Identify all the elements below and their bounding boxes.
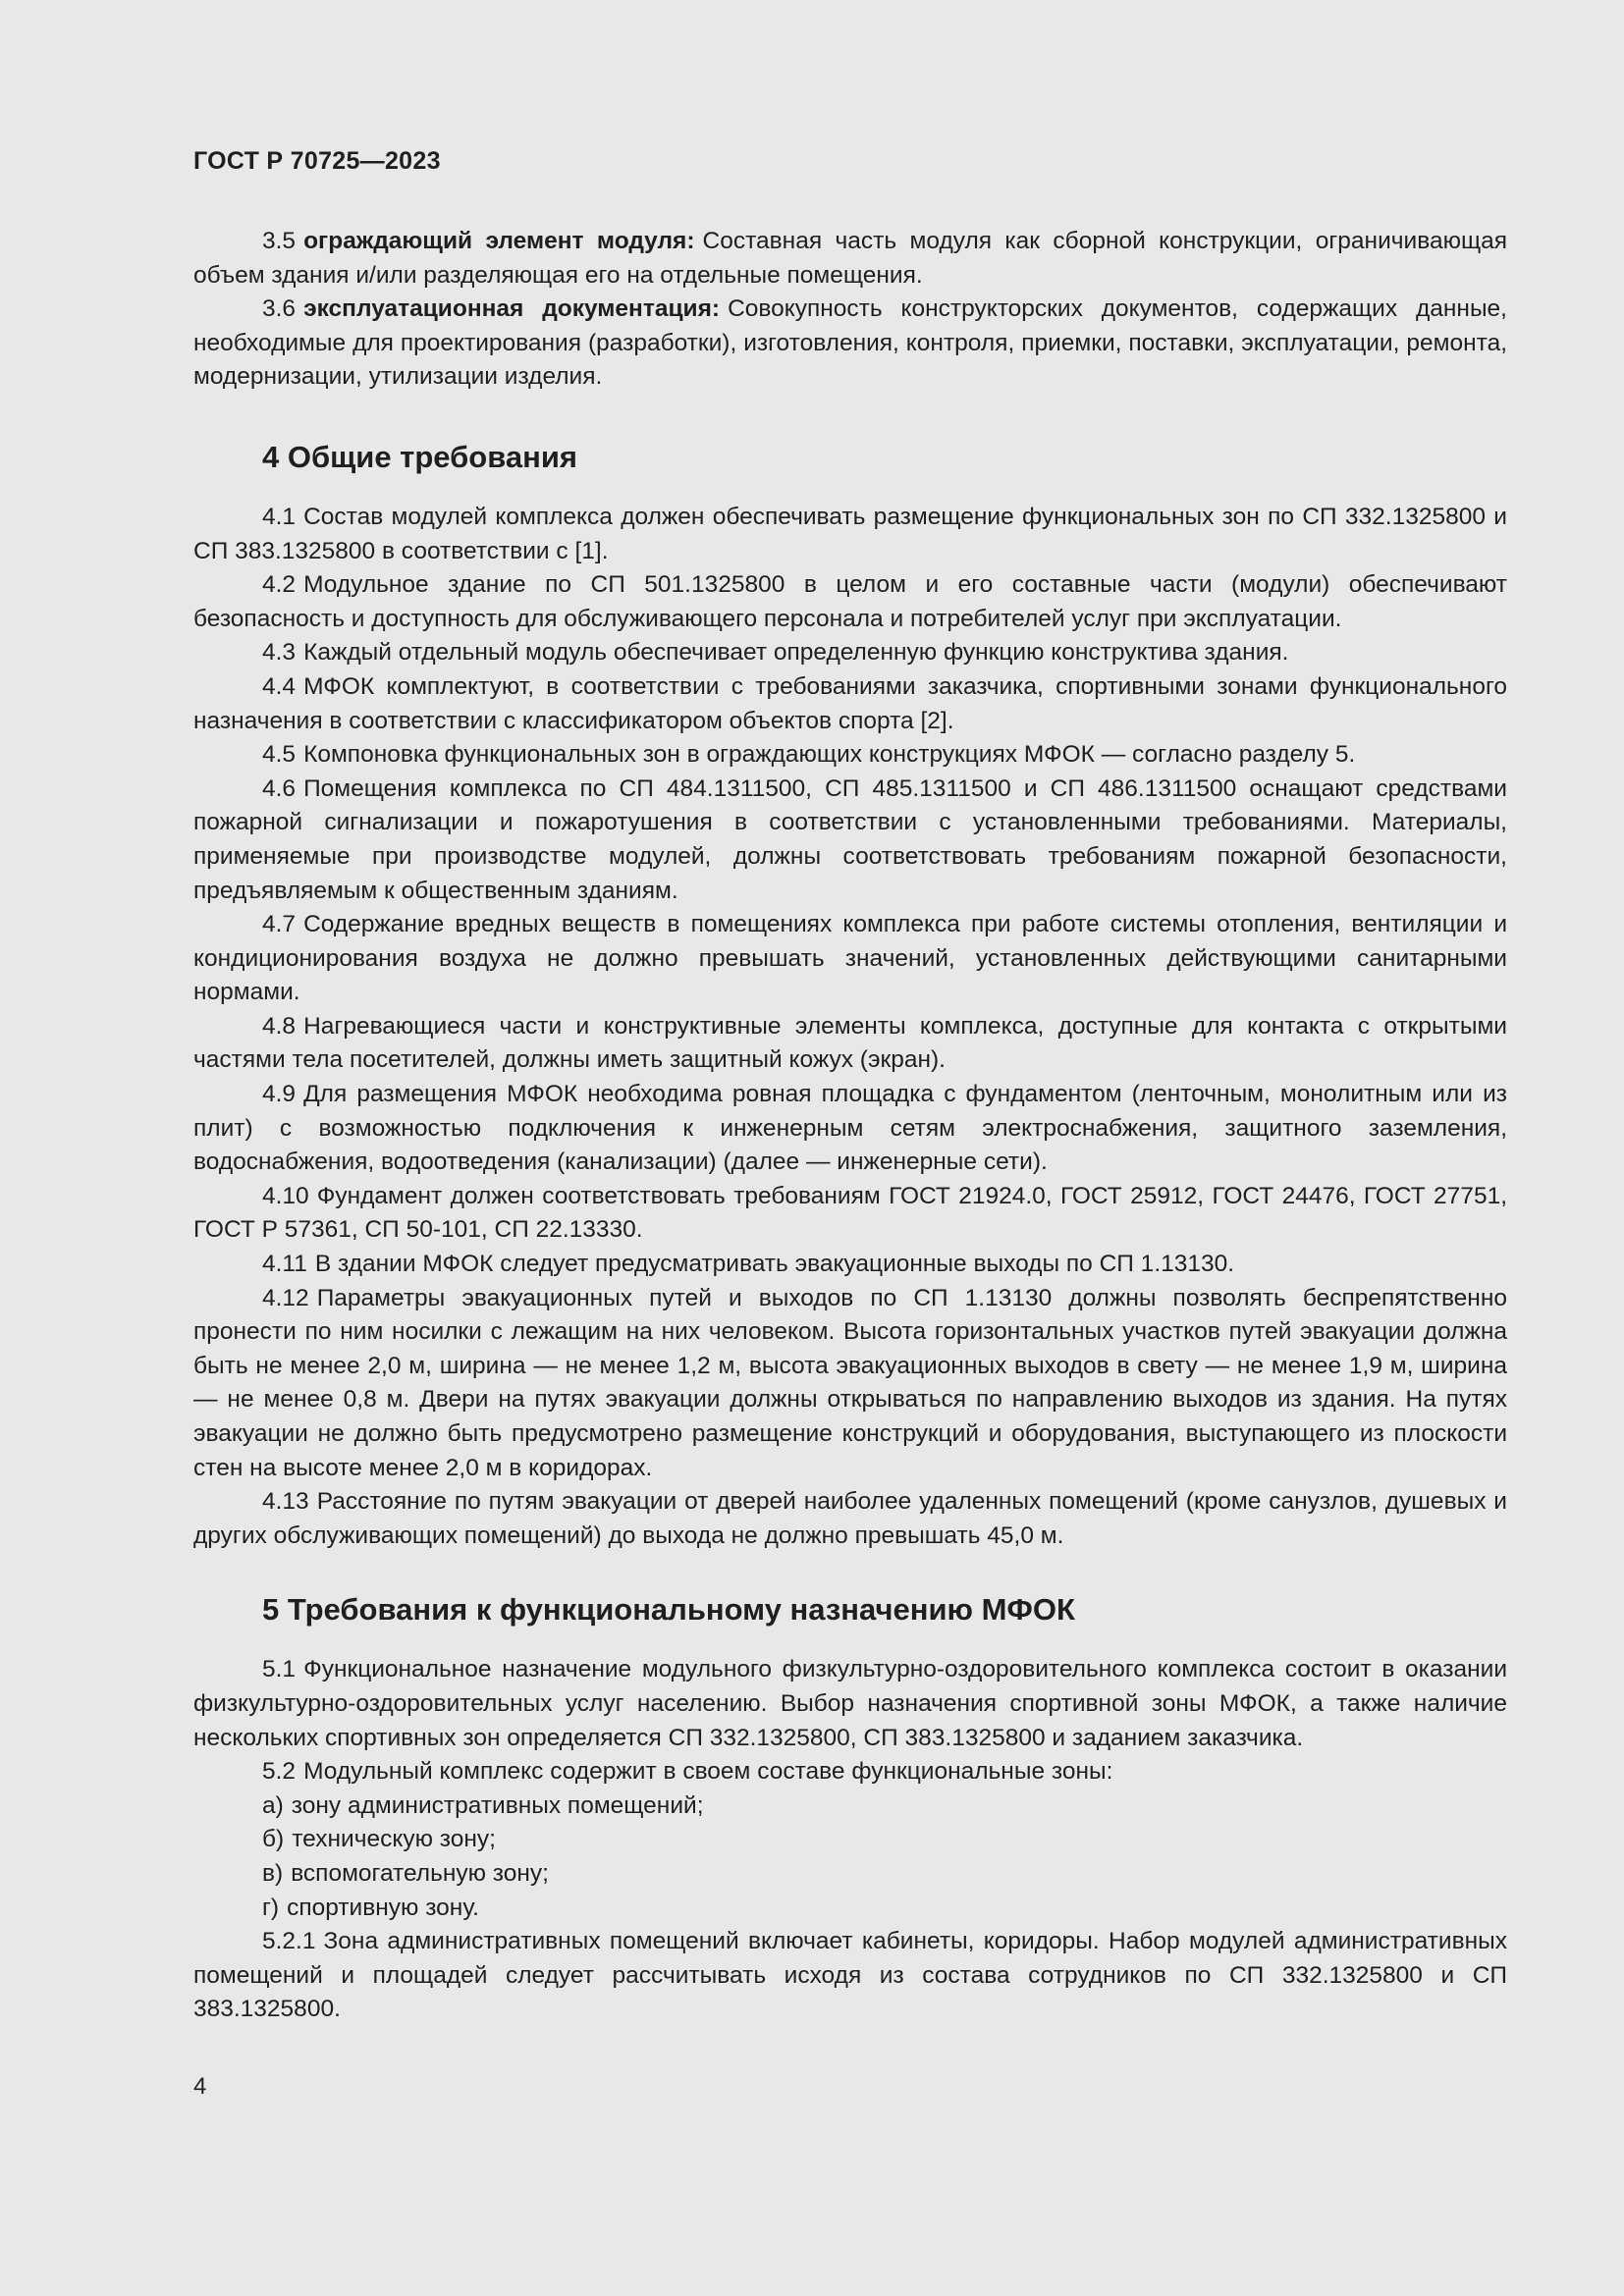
clause-number: 5.1 [262,1656,297,1683]
clause-4-6 [193,773,1507,908]
clause-text: Параметры эвакуационных путей и выходов по СП 1.13130 должны позволять беспрепятственно пронести по ним носилки с лежащим на них человеком. Высота горизонтальных участков путей эвакуации должна быть не менее 2,0 м, ширина — не менее 1,2 м, высота эвакуационных выходов в свету — не менее 1,9 м, ширина — не менее 0,8 м. Двери на путях эвакуации должны открываться по направлению выходов из здания. На путях эвакуации не должно быть предусмотрено размещение конструкций и оборудования, выступающего из плоскости стен на высоте менее 2,0 м в коридорах. [193,1284,1507,1481]
defined-term: ограждающий элемент модуля: [303,228,695,254]
list-item-text: спортивную зону. [287,1894,479,1921]
clause-text: Фундамент должен соответствовать требованиям ГОСТ 21924.0, ГОСТ 25912, ГОСТ 24476, ГОСТ 27751, ГОСТ Р 57361, СП 50-101, СП 22.13330. [193,1182,1507,1244]
clause-5-2 [193,1755,1507,1789]
definition-3-6 [193,293,1507,395]
document-code-header: ГОСТ Р 70725—2023 [193,147,441,175]
clause-text: Функциональное назначение модульного физкультурно-оздоровительного комплекса состоит в оказании физкультурно-оздоровительных услуг населению. Выбор назначения спортивной зоны МФОК, а также наличие нескольких спортивных зон определяется СП 332.1325800, СП 383.1325800 и заданием заказчика. [193,1656,1507,1751]
clause-text: Компоновка функциональных зон в ограждающих конструкциях МФОК — согласно разделу 5. [303,741,1356,769]
definition-text: Составная часть модуля как сборной конструкции, ограничивающая объем здания и/или разделяющая его на отдельные помещения. [193,228,1507,289]
section-4-heading: 4 Общие требования [262,439,577,474]
clause-number: 4.3 [262,639,297,667]
clause-number: 5.2.1 [262,1928,316,1955]
clause-number: 4.5 [262,741,297,769]
clause-number: 4.7 [262,911,297,938]
clause-text: Помещения комплекса по СП 484.1311500, СП 485.1311500 и СП 486.1311500 оснащают средствами пожарной сигнализации и пожаротушения в соответствии с установленными требованиями. Материалы, применяемые при производстве модулей, должны соответствовать требованиям пожарной безопасности, предъявляемым к общественным зданиям. [193,774,1507,904]
list-item [193,1892,1507,1926]
list-marker: г) [262,1894,280,1921]
clause-number: 4.10 [262,1182,309,1209]
clause-4-4 [193,670,1507,738]
section-5-heading: 5 Требования к функциональному назначению МФОК [262,1592,1075,1628]
list-item [193,1823,1507,1857]
clause-text: Расстояние по путям эвакуации от дверей наиболее удаленных помещений (кроме санузлов, душевых и других обслуживающих помещений) до выхода не должно превышать 45,0 м. [193,1488,1507,1549]
page-number: 4 [193,2073,207,2100]
clause-4-2 [193,568,1507,636]
clause-text: Модульный комплекс содержит в своем составе функциональные зоны: [303,1758,1113,1786]
clause-4-13 [193,1485,1507,1553]
clause-4-11 [193,1248,1507,1282]
clause-4-10 [193,1180,1507,1248]
clause-text: Содержание вредных веществ в помещениях комплекса при работе системы отопления, вентиляции и кондиционирования воздуха не должно превышать значений, установленных действующими санитарными нормами. [193,911,1507,1006]
clause-number: 3.6 [262,295,297,323]
clause-number: 4.11 [262,1251,307,1278]
definition-text: Совокупность конструкторских документов, содержащих данные, необходимые для проектирования (разработки), изготовления, контроля, приемки, поставки, эксплуатации, ремонта, модернизации, утилизации изделия. [193,295,1507,391]
list-marker: б) [262,1826,285,1853]
clause-4-1 [193,501,1507,568]
clause-4-12 [193,1282,1507,1486]
clause-4-3 [193,636,1507,670]
clause-text: Модульное здание по СП 501.1325800 в целом и его составные части (модули) обеспечивают безопасность и доступность для обслуживающего персонала и потребителей услуг при эксплуатации. [193,571,1507,632]
clause-number: 4.8 [262,1012,297,1040]
clause-number: 3.5 [262,228,297,254]
list-item-text: техническую зону; [292,1826,496,1853]
clause-number: 4.6 [262,774,297,802]
clause-text: В здании МФОК следует предусматривать эвакуационные выходы по СП 1.13130. [314,1251,1235,1278]
list-item-text: зону административных помещений; [291,1791,704,1819]
clause-number: 4.13 [262,1488,309,1516]
clause-5-1 [193,1653,1507,1755]
clause-4-7 [193,908,1507,1010]
clause-text: МФОК комплектуют, в соответствии с требованиями заказчика, спортивными зонами функционального назначения в соответствии с классификатором объектов спорта [2]. [193,672,1507,734]
document-body [193,225,1507,2027]
list-marker: а) [262,1791,284,1819]
clause-4-9 [193,1078,1507,1180]
clause-text: Каждый отдельный модуль обеспечивает определенную функцию конструктива здания. [303,639,1289,667]
list-marker: в) [262,1859,284,1887]
list-item-text: вспомогательную зону; [291,1859,549,1887]
clause-number: 4.4 [262,672,297,700]
clause-text: Зона административных помещений включает кабинеты, коридоры. Набор модулей административных помещений и площадей следует рассчитывать исходя из состава сотрудников по СП 332.1325800 и СП 383.1325800. [193,1928,1507,2023]
clause-4-5 [193,738,1507,773]
clause-number: 4.9 [262,1081,297,1108]
clause-number: 4.12 [262,1284,309,1311]
clause-4-8 [193,1010,1507,1078]
definition-3-5 [193,225,1507,293]
clause-number: 4.1 [262,503,297,530]
clause-text: Состав модулей комплекса должен обеспечивать размещение функциональных зон по СП 332.1325800 и СП 383.1325800 в соответствии с [1]. [193,503,1507,564]
clause-text: Для размещения МФОК необходима ровная площадка с фундаментом (ленточным, монолитным или из плит) с возможностью подключения к инженерным сетям электроснабжения, защитного заземления, водоснабжения, водоотведения (канализации) (далее — инженерные сети). [193,1081,1507,1176]
clause-text: Нагревающиеся части и конструктивные элементы комплекса, доступные для контакта с открытыми частями тела посетителей, должны иметь защитный кожух (экран). [193,1012,1507,1074]
list-item [193,1789,1507,1824]
list-item [193,1857,1507,1892]
clause-number: 4.2 [262,571,297,599]
clause-5-2-1 [193,1925,1507,2027]
defined-term: эксплуатационная документация: [303,295,721,323]
clause-number: 5.2 [262,1758,297,1786]
